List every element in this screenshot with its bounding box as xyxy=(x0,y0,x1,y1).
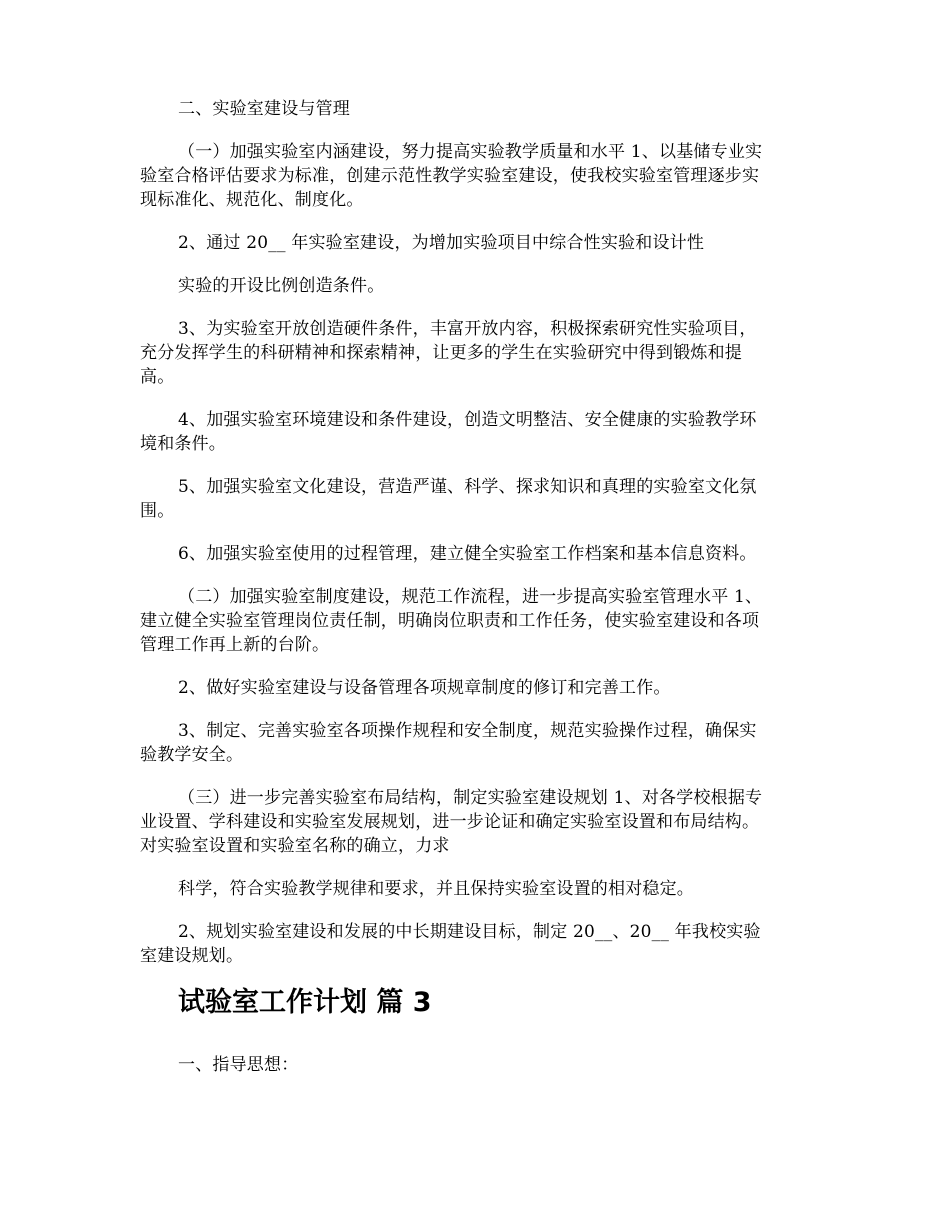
paragraph-1-line-3: 现标准化、规范化、制度化。 xyxy=(140,190,364,210)
paragraph-13-line-2: 室建设规划。 xyxy=(140,946,244,966)
paragraph-11-line-3: 对实验室设置和实验室名称的确立，力求 xyxy=(140,836,450,856)
section-title: 二、实验室建设与管理 xyxy=(178,99,350,119)
paragraph-4-line-2: 充分发挥学生的科研精神和探索精神，让更多的学生在实验研究中得到锻炼和提 xyxy=(140,343,742,363)
paragraph-3-line-1: 实验的开设比例创造条件。 xyxy=(178,276,385,296)
paragraph-6-line-2: 围。 xyxy=(140,501,175,521)
section-heading: 试验室工作计划 篇 3 xyxy=(178,987,432,1018)
paragraph-12-line-1: 科学，符合实验教学规律和要求，并且保持实验室设置的相对稳定。 xyxy=(178,879,694,899)
paragraph-6-line-1: 5、加强实验室文化建设，营造严谨、科学、探求知识和真理的实验室文化氛 xyxy=(178,477,757,497)
paragraph-2-line-1: 2、通过 20__ 年实验室建设，为增加实验项目中综合性实验和设计性 xyxy=(178,233,705,253)
paragraph-11-line-2: 业设置、学科建设和实验室发展规划，进一步论证和确定实验室设置和布局结构。 xyxy=(140,812,760,832)
paragraph-5-line-1: 4、加强实验室环境建设和条件建设，创造文明整洁、安全健康的实验教学环 xyxy=(178,410,757,430)
paragraph-9-line-1: 2、做好实验室建设与设备管理各项规章制度的修订和完善工作。 xyxy=(178,678,671,698)
paragraph-5-line-2: 境和条件。 xyxy=(140,434,226,454)
paragraph-10-line-1: 3、制定、完善实验室各项操作规程和安全制度，规范实验操作过程，确保实 xyxy=(178,721,757,741)
paragraph-8-line-1: （二）加强实验室制度建设，规范工作流程，进一步提高实验室管理水平 1、 xyxy=(178,587,763,607)
paragraph-11-line-1: （三）进一步完善实验室布局结构，制定实验室建设规划 1、对各学校根据专 xyxy=(178,788,763,808)
paragraph-8-line-3: 管理工作再上新的台阶。 xyxy=(140,635,330,655)
paragraph-4-line-3: 高。 xyxy=(140,367,175,387)
paragraph-7-line-1: 6、加强实验室使用的过程管理，建立健全实验室工作档案和基本信息资料。 xyxy=(178,544,757,564)
subsection-title: 一、指导思想： xyxy=(178,1055,299,1075)
paragraph-1-line-1: （一）加强实验室内涵建设，努力提高实验教学质量和水平 1、以基储专业实 xyxy=(178,142,763,162)
paragraph-8-line-2: 建立健全实验室管理岗位责任制，明确岗位职责和工作任务，使实验室建设和各项 xyxy=(140,611,760,631)
paragraph-1-line-2: 验室合格评估要求为标准，创建示范性教学实验室建设，使我校实验室管理逐步实 xyxy=(140,166,760,186)
paragraph-4-line-1: 3、为实验室开放创造硬件条件，丰富开放内容，积极探索研究性实验项目， xyxy=(178,319,757,339)
paragraph-13-line-1: 2、规划实验室建设和发展的中长期建设目标，制定 20__、20__ 年我校实验 xyxy=(178,922,761,942)
paragraph-10-line-2: 验教学安全。 xyxy=(140,745,244,765)
